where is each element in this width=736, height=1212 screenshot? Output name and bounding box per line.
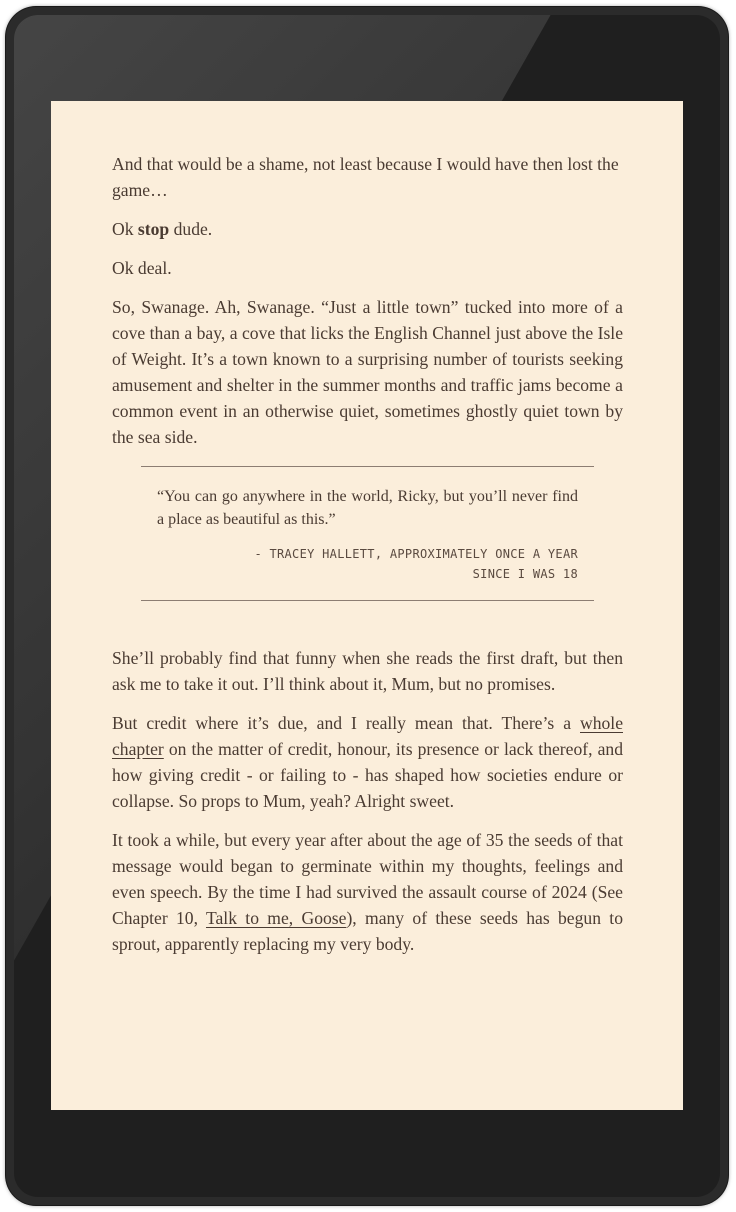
ereader-device [6, 7, 728, 1205]
paragraph-5: She’ll probably find that funny when she reads the first draft, but then ask me to take it out. I’ll think about it, Mum, but no promises. [112, 648, 623, 694]
quote-attribution-line-1: - TRACEY HALLETT, APPROXIMATELY ONCE A YEAR [254, 547, 578, 561]
reading-screen[interactable] [51, 101, 683, 1110]
paragraph-3: Ok deal. [112, 258, 172, 278]
quote-attribution-line-2: SINCE I WAS 18 [472, 567, 578, 581]
link-talk-to-me-goose[interactable]: Talk to me, Goose [205, 908, 347, 928]
paragraph-2 [112, 216, 623, 242]
paragraph-6 [112, 710, 623, 814]
paragraph-1: And that would be a shame, not least because I would have then lost the game… [112, 154, 619, 200]
paragraph-7-end: ), many of these seeds has begun to sprout, apparently replacing my very body. [112, 908, 623, 954]
quote-text: “You can go anywhere in the world, Ricky, but you’ll never find a place as beautiful as this.” [157, 488, 578, 528]
link-whole-chapter[interactable]: whole chapter [112, 713, 623, 759]
paragraph-6-end: on the matter of credit, honour, its presence or lack thereof, and how giving credit - or failing to - has shaped how societies endure or collapse. So props to Mum, yeah? Alright sweet. [112, 739, 623, 811]
paragraph-2-start: Ok [112, 219, 138, 239]
quote-attribution [157, 544, 578, 584]
bold-word-stop: stop [137, 219, 170, 239]
paragraph-7-start: It took a while, but every year after about the age of 35 the seeds of that message would began to germinate within my thoughts, feelings and even speech. By the time I had survived the assault course of 2024 (See Chapter 10, [112, 830, 623, 928]
page-content [112, 151, 623, 970]
paragraph-2-end: dude. [169, 219, 213, 239]
blockquote [141, 466, 594, 601]
paragraph-4: So, Swanage. Ah, Swanage. “Just a little town” tucked into more of a cove than a bay, a cove that licks the English Channel just above the Isle of Weight. It’s a town known to a surprising number of tourists seeking amusement and shelter in the summer months and traffic jams become a common event in an otherwise quiet, sometimes ghostly quiet town by the sea side. [112, 297, 623, 447]
paragraph-6-start: But credit where it’s due, and I really mean that. There’s a [112, 713, 580, 733]
paragraph-7 [112, 827, 623, 957]
